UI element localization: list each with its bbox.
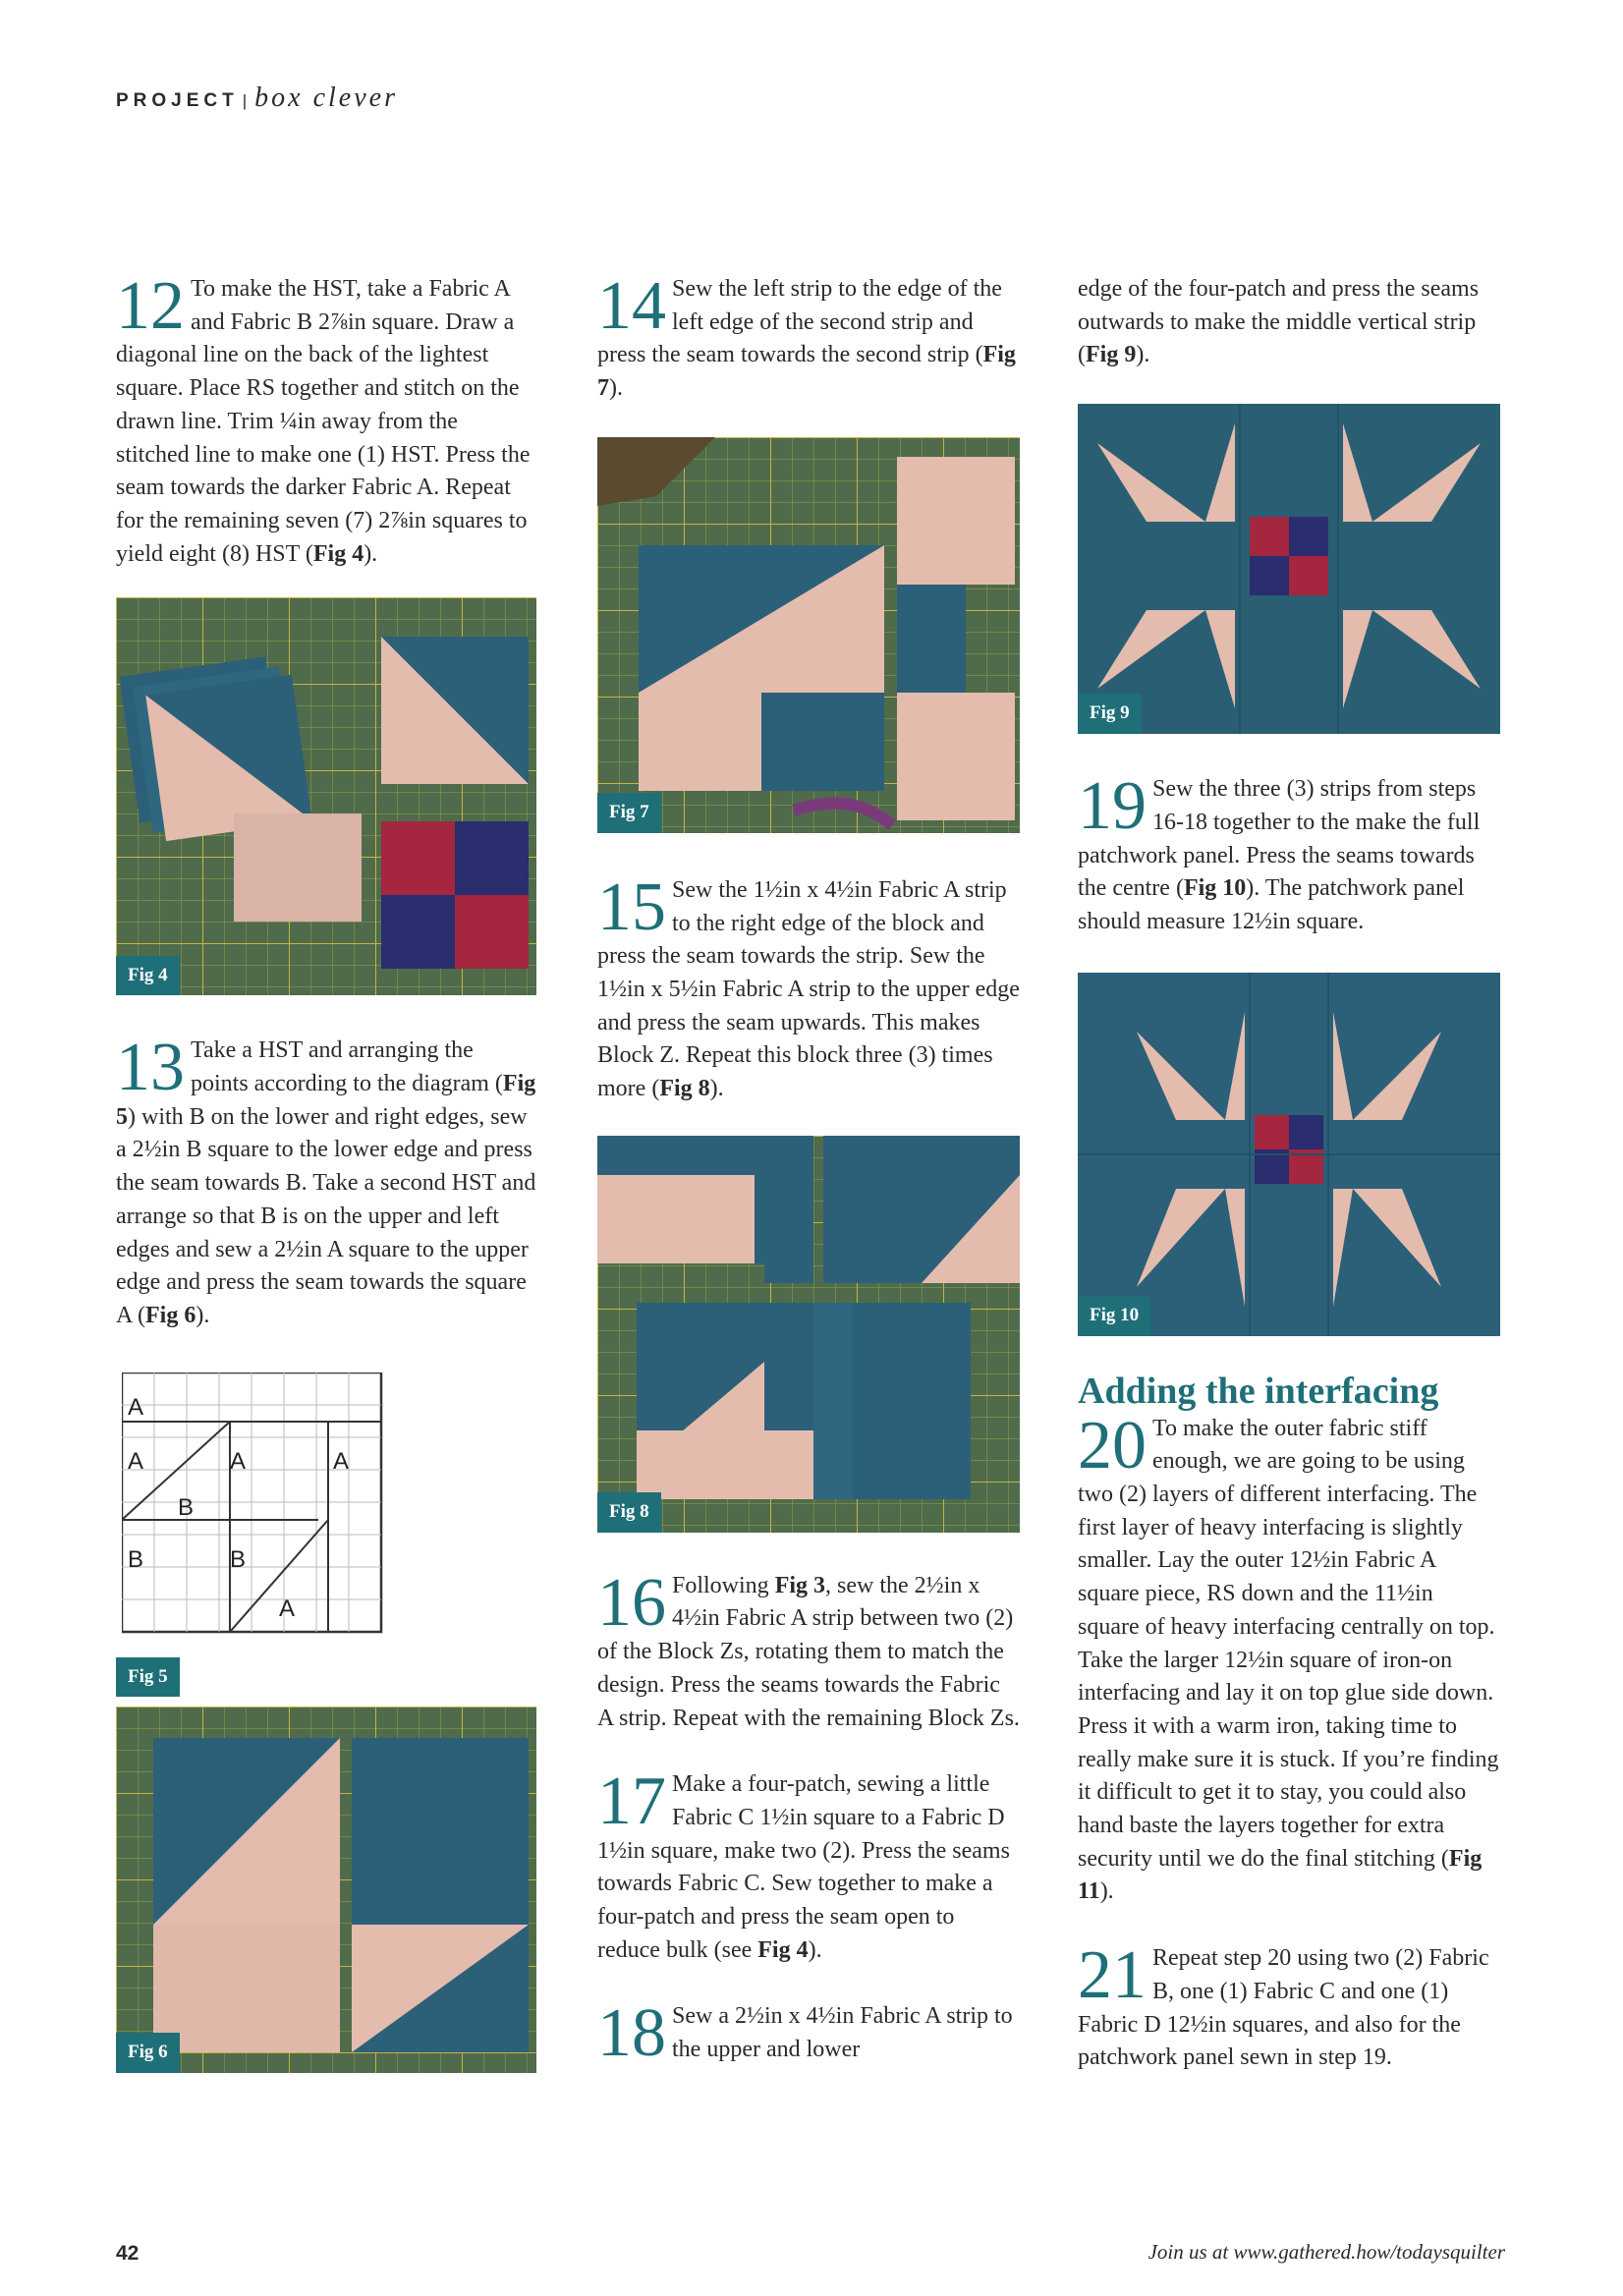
fig-ref: Fig 9 [1086,342,1137,368]
step-20 [1078,1407,1500,1910]
fig-ref: Fig 4 [757,1936,809,1963]
step-16 [597,1564,1020,1736]
step-number: 14 [597,268,666,344]
step-number: 15 [597,868,666,945]
fig-ref: Fig 5 [116,1071,536,1130]
step-text: To make the HST, take a Fabric A and Fabric B 2⅞in square. Draw a diagonal line on the back of the lightest square. Place RS together and stitch on the drawn line. Trim ¼in away from the stitched line to make one (1) HST. Press the seam towards the darker Fabric A. Repeat for the remaining seven (7) 2⅞in squares to yield eight (8) HST ( [116,276,531,567]
step-number: 19 [1078,768,1147,845]
fig-label: Fig 4 [116,956,180,996]
column-3 [1078,273,1500,2075]
fig-8-photo [597,1136,1020,1533]
diagram-label-b: B [178,1493,195,1521]
step-text: Take a HST and arranging the points according to the diagram ( [191,1037,503,1097]
fig-ref: Fig 7 [597,342,1016,402]
step-19 [1078,768,1500,939]
step-21 [1078,1937,1500,2075]
project-title: box clever [254,83,398,113]
step-14 [597,268,1020,406]
step-text: Make a four-patch, sewing a little Fabric C 1½in square to a Fabric D 1½in square, make two (2). Press the seams towards Fabric C. Sew together to make a four-patch and press the seam open to reduce bulk (see [597,1771,1010,1963]
section-label: PROJECT [116,90,239,111]
step-text-end: ). The patchwork panel should measure 12½in square. [1078,875,1465,934]
step-text-end: ). [808,1936,822,1963]
step-number: 13 [116,1030,185,1106]
step-text-end: ). [1136,342,1150,368]
diagram-label-b: B [128,1545,144,1573]
step-number: 20 [1078,1407,1147,1484]
step-text: Following [672,1572,775,1598]
fig-5-diagram [116,1372,383,1640]
fig-label: Fig 9 [1078,694,1142,734]
step-text: Sew a 2½in x 4½in Fabric A strip to the upper and lower [672,2003,1013,2063]
fig-7-photo [597,437,1020,833]
step-text-end: ). [196,1302,210,1328]
column-1 [116,268,536,2073]
step-number: 21 [1078,1937,1147,2014]
diagram-label-b: B [230,1545,247,1573]
diagram-label-a: A [128,1393,144,1421]
fig-ref: Fig 10 [1183,875,1247,902]
step-15 [597,868,1020,1106]
fig-4-photo [116,597,536,995]
fig-ref: Fig 4 [312,540,364,567]
running-header [116,83,398,114]
diagram-label-a: A [279,1595,296,1622]
section-heading: Adding the interfacing [1078,1370,1439,1412]
page-number: 42 [116,2242,140,2265]
fig-6-photo [116,1707,536,2073]
diagram-label-a: A [230,1447,247,1475]
step-number: 12 [116,268,185,344]
step-number: 17 [597,1764,666,1840]
fig-label: Fig 6 [116,2033,180,2073]
fig-ref: Fig 8 [659,1076,710,1102]
header-separator: | [242,91,248,110]
step-13 [116,1030,536,1332]
step-text: Repeat step 20 using two (2) Fabric B, one (1) Fabric C and one (1) Fabric D 12½in squares, and also for the patchwork panel sewn in step 19. [1078,1945,1489,2071]
diagram-label-a: A [128,1447,144,1475]
column-2 [597,268,1020,2072]
fig-label: Fig 10 [1078,1296,1150,1336]
step-text-end: ). [609,375,623,402]
step-number: 16 [597,1564,666,1641]
step-text: Sew the 1½in x 4½in Fabric A strip to the right edge of the block and press the seam towards the strip. Sew the 1½in x 5½in Fabric A strip to the upper edge and press the seam upwards. This makes Block Z. Repeat this block three (3) times more ( [597,876,1020,1102]
step-text: To make the outer fabric stiff enough, we are going to be using two (2) layers of different interfacing. The first layer of heavy interfacing is slightly smaller. Lay the outer 12½in Fabric A square piece, RS down and the 11½in square of heavy interfacing centrally on top. Take the larger 12½in square of iron-on interfacing and lay it on top glue side down. Press it with a warm iron, taking time to really make sure it is stuck. If you’re finding it difficult to get it to stay, you could also hand baste the layers together for extra security until we do the final stitching ( [1078,1415,1499,1872]
step-17 [597,1764,1020,1967]
step-18 [597,1995,1020,2072]
fig-ref: Fig 3 [774,1572,826,1598]
diagram-label-a: A [333,1447,350,1475]
step-text-end: ). [364,540,378,567]
fig-label: Fig 7 [597,793,661,833]
step-text: ) with B on the lower and right edges, sew a 2½in B square to the lower edge and press the seam towards B. Take a second HST and arrange so that B is on the upper and left edges and sew a 2½in A square to the upper edge and press the seam towards the square A ( [116,1103,536,1328]
fig-label: Fig 5 [116,1657,180,1698]
step-text-end: ). [1099,1878,1114,1905]
fig-10-photo [1078,973,1500,1336]
fig-ref: Fig 11 [1078,1845,1483,1905]
step-18-continued [1078,273,1500,372]
footer-link[interactable]: Join us at www.gathered.how/todaysquilter [1147,2240,1505,2264]
step-text: Sew the left strip to the edge of the left edge of the second strip and press the seam towards the second strip ( [597,276,1002,368]
step-text: edge of the four-patch and press the seams outwards to make the middle vertical strip ( [1078,276,1480,368]
fig-5-caption [116,1657,536,1691]
step-text-end: ). [709,1076,724,1102]
step-number: 18 [597,1995,666,2072]
fig-label: Fig 8 [597,1492,661,1533]
fig-ref: Fig 6 [145,1302,196,1328]
step-12 [116,268,536,571]
fig-9-photo [1078,404,1500,734]
step-text: , sew the 2½in x 4½in Fabric A strip between two (2) of the Block Zs, rotating them to match the design. Press the seams towards the Fabric A strip. Repeat with the remaining Block Zs. [597,1572,1020,1731]
step-text: Sew the three (3) strips from steps 16-18 together to the make the full patchwork panel. Press the seams towards the centre ( [1078,776,1481,902]
